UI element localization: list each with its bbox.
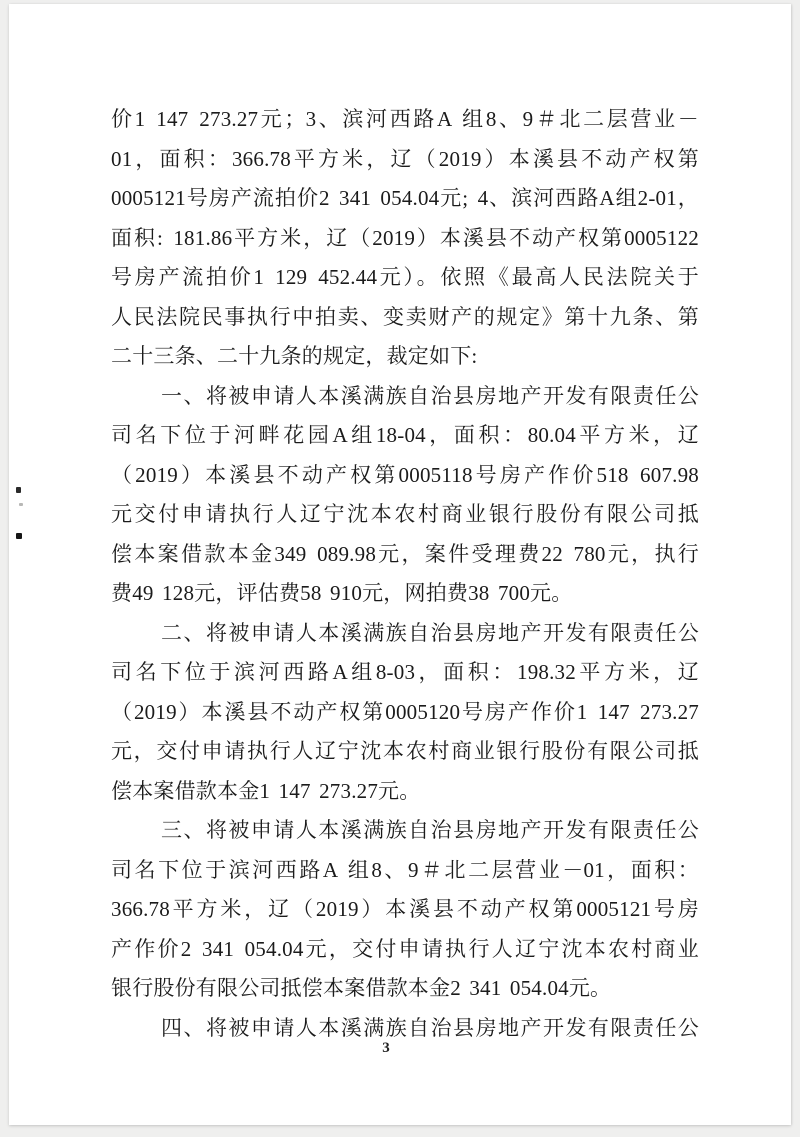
document-line: 三、将被申请人本溪满族自治县房地产开发有限责任公 (161, 818, 699, 842)
document-line: （2019）本溪县不动产权第0005118号房产作价518 607.98 (111, 462, 699, 487)
document-line: 元交付申请执行人辽宁沈本农村商业银行股份有限公司抵 (111, 502, 699, 526)
document-line: 面积: 181.86平方米，辽（2019）本溪县不动产权第0005122 (111, 225, 699, 250)
document-line: 偿本案借款本金1 147 273.27元。 (111, 778, 421, 803)
document-line: 四、将被申请人本溪满族自治县房地产开发有限责任公 (161, 1015, 699, 1040)
document-line: 二、将被申请人本溪满族自治县房地产开发有限责任公 (161, 620, 699, 645)
document-line: 司名下位于滨河西路A 组8、9＃北二层营业－01，面积： (111, 857, 699, 882)
scan-artifact (16, 533, 22, 539)
document-line: 价1 147 273.27元；3、滨河西路A 组8、9＃北二层营业－ (111, 107, 699, 131)
document-line: 01，面积：366.78平方米，辽（2019）本溪县不动产权第 (111, 146, 699, 171)
document-line: 一、将被申请人本溪满族自治县房地产开发有限责任公 (161, 383, 699, 408)
document-line: 366.78平方米，辽（2019）本溪县不动产权第0005121号房 (111, 897, 699, 921)
document-line: 号房产流拍价1 129 452.44元）。依照《最高人民法院关于 (111, 265, 699, 289)
document-line: 0005121号房产流拍价2 341 054.04元; 4、滨河西路A组2-01， (111, 186, 699, 210)
document-line: 司名下位于滨河西路A组8-03，面积：198.32平方米，辽 (111, 660, 699, 684)
document-line: 二十三条、二十九条的规定，裁定如下: (111, 344, 478, 368)
document-line: 偿本案借款本金349 089.98元，案件受理费22 780元，执行 (111, 541, 699, 566)
scan-artifact (19, 503, 23, 506)
scan-artifact (16, 487, 21, 493)
document-line: 司名下位于河畔花园A组18-04，面积：80.04平方米，辽 (111, 423, 699, 447)
page-number: 3 (382, 1040, 390, 1056)
document-page (9, 4, 791, 1125)
document-line: 费49 128元，评估费58 910元，网拍费38 700元。 (111, 581, 573, 605)
document-line: 产作价2 341 054.04元，交付申请执行人辽宁沈本农村商业 (111, 936, 699, 961)
document-text (111, 100, 699, 1048)
document-line: 人民法院民事执行中拍卖、变卖财产的规定》第十九条、第 (111, 304, 699, 329)
document-line: 元，交付申请执行人辽宁沈本农村商业银行股份有限公司抵 (111, 739, 699, 763)
document-line: （2019）本溪县不动产权第0005120号房产作价1 147 273.27 (111, 699, 699, 724)
document-line: 银行股份有限公司抵偿本案借款本金2 341 054.04元。 (111, 976, 612, 1000)
